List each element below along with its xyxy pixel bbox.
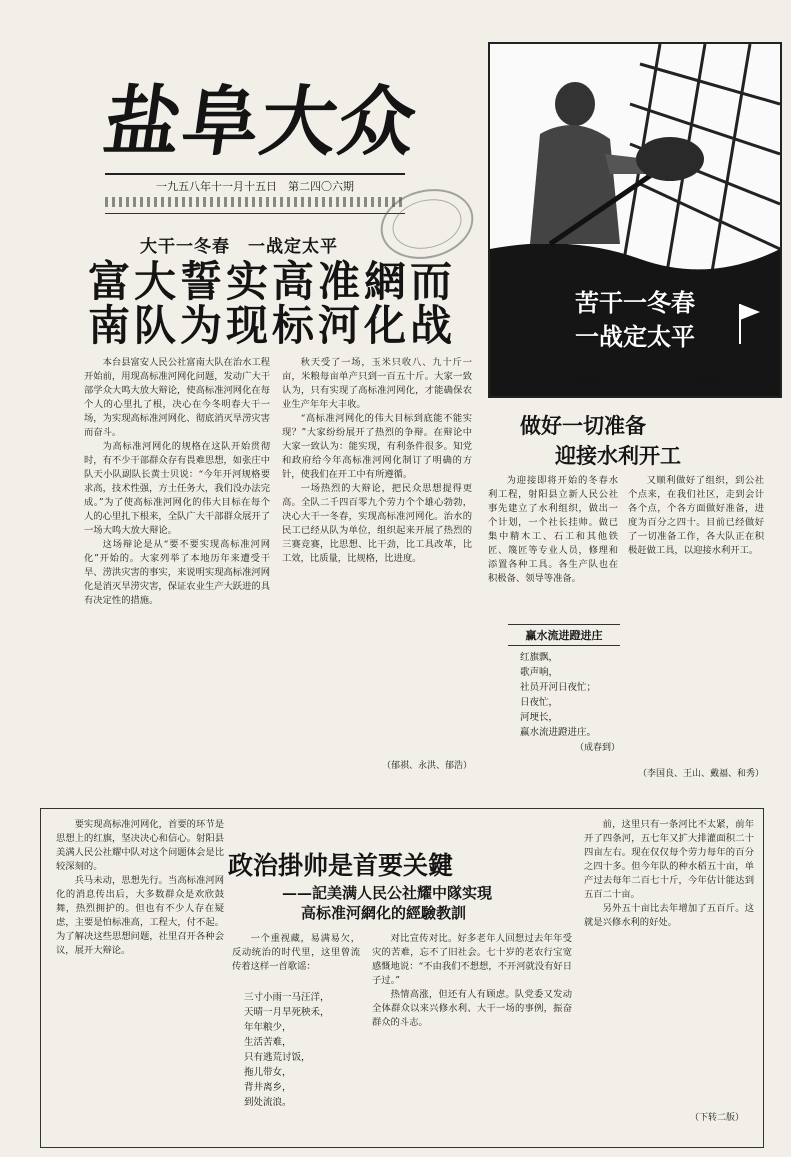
headline-column: 網 化: [363, 257, 406, 350]
headline-column: 誓 为: [179, 257, 222, 350]
illustration-slogan: 苦干一冬春 一战定太平: [575, 289, 695, 351]
poem-line: 红旗飘，: [520, 652, 559, 663]
poem-line: 日夜忙，: [520, 697, 559, 708]
masthead-decoration: [105, 191, 405, 214]
poem-line: 赢水流进蹬进庄。: [520, 727, 597, 738]
right-story-headline-line1: 做好一切准备: [520, 413, 646, 438]
headline-column: 准 河: [317, 257, 360, 350]
poem-line: 社员开河日夜忙；: [520, 682, 597, 693]
headline-column: 富 南: [87, 257, 130, 350]
bottom-story-col3: 对比宣传对比。好多老年人回想过去年年受灾的苦难，忘不了旧社会。七十岁的老农行宝宽感慨地说：“不由我们不想想，不开河就没有好日子过。” 热情高涨，但还有人有顾虑。队党委又发动全体群众以来兴修水利、大干一场的事例，振奋群众的斗志。: [372, 933, 572, 1028]
bottom-story-subhead-line2: 高标准河網化的經驗教訓: [301, 904, 467, 922]
dateline: 一九五八年十一月十五日 第二四〇六期: [105, 173, 405, 194]
right-story-byline: （李国良、王山、戴福、和秀）: [637, 769, 764, 779]
top-story-body-left: 本台县富安人民公社富南大队在治水工程开始前，用现高标准河网化问题，发动广大干部学众大鸣大放大辩论，使高标准河网化在每个人的心里扎了根，决心在今冬明春大干一场，为实现高标准河网化、彻底消灭旱涝灾害而奋斗。 为高标准河网化的规格在这队开始贯彻时，有不少干部群众存有畏难思想，如张庄中队天小队副队长黄士贝说：“今年开河规格要求高，技术性强，方土任务大，我们没办法完成。”为了使高标准河网化的伟大目标在每个人的心里扎下根来，全队广大干部群众展开了一场大鸣大放大辩论。 这场辩论是从“要不要实现高标准河网化”开始的。大家列举了本地历年来遭受干旱、涝洪灾害的事实，来说明实现高标准河网化是消灭旱涝灾害，保证农业生产大跃进的具有决定性的措施。: [84, 357, 270, 606]
bottom-story-headline: 政治掛帅是首要关鍵: [228, 851, 454, 880]
masthead-title: 盐阜大众: [98, 77, 424, 166]
propaganda-illustration: [488, 42, 782, 398]
continued-notice: （下转二版）: [689, 1113, 744, 1123]
illustration-artist: 乃荐鲁: [690, 376, 720, 387]
bottom-story-verse: 三寸小雨一马汪洋， 天晴一月旱死秧禾， 年年粮少， 生活苦难， 只有逃荒讨饭， 拖儿带女， 背井离乡， 到处流浪。: [244, 992, 330, 1108]
headline-column: 实 现: [225, 257, 268, 350]
poem-author: （成春到）: [574, 743, 620, 753]
headline-column: 而 战: [409, 257, 452, 350]
headline-column: 大 队: [133, 257, 176, 350]
bottom-story-col1: 要实现高标准河网化，首要的环节是思想上的红旗，坚决决心和信心。射阳县美满人民公社耀中队对这个问题体会是比较深刻的。 兵马未动，思想先行。当高标准河网化的消息传出后，大多数群众是欢欣鼓舞，热烈拥护的。但也有不少人存在疑虑，主要是怕标准高，工程大，付不起。为了解决这些思想问题，社里召开各种会议，展开大辩论。: [56, 819, 224, 956]
poem-line: 河埂长，: [520, 712, 559, 723]
bottom-story-subhead-line1: ——記美满人民公社耀中隊实現: [282, 884, 493, 902]
right-story-body-right: 又顺利做好了组织，到公社个点来，在我们社区，走到会计各个点，个各方面做好准备，进度为百分之四十。目前已经做好了一切准备工作，各大队正在积极赶做工具，以迎接水利开工。: [628, 475, 764, 556]
top-story-kicker: 大干一冬春 一战定太平: [140, 237, 338, 257]
headline-column: 高 标: [271, 257, 314, 350]
poem-title: 赢水流进蹬进庄: [508, 624, 620, 646]
right-story-body-left: 为迎接即将开始的冬春水利工程，射阳县立新人民公社事先建立了水利组织，做出一个计划，一个社长挂帅。做已集中精木工、石工和其他铁匠、篾匠等专业人员，修理和添置各种工具。各生产队也在积极备、领导等准备。: [488, 475, 618, 584]
illustration-label: （宣传画）: [560, 376, 610, 387]
right-story-headline-line2: 迎接水利开工: [555, 443, 681, 468]
top-story-byline: （郁祺、永洪、郁浩）: [381, 761, 472, 771]
bottom-story-col4: 前，这里只有一条河比不太紧，前年开了四条河，五七年又扩大排灌面积二十四亩左右。现在仅仅每个劳力每年的百分之四十多。但今年队的种水稻五十亩，单产过去每年二百七十斤，今年估计能达到五百二十亩。 另外五十亩比去年增加了五百斤。这就是兴修水利的好处。: [584, 819, 754, 928]
poem-box: [508, 624, 620, 754]
poem-line: 歌声响，: [520, 667, 559, 678]
top-story-body-right: 秋天受了一场，玉米只收八、九十斤一亩，米粮每亩单产只到一百五十斤。大家一致认为，只有实现了高标准河网化，才能确保农业生产年年大丰收。 “高标准河网化的伟大目标到底能不能实现？”大家纷纷展开了热烈的争辩。在辩论中大家一致认为：能实现，有利条件很多。知党和政府给今年高标准河网化制订了明确的方针，使我们在开工中有所遵循。 一场热烈的大辩论，把民众思想提得更高。全队二千四百零九个劳力个个雄心勃勃，决心大干一冬春，实现高标准河网化。治水的民工已经从队为单位，组织起来开展了热烈的三赛竞赛，比思想、比干劲，比工具改革，比工效，比质量，比规格，比进度。: [282, 357, 472, 564]
bottom-story-col2: 一个重视藏，易满易欠，反动统治的时代里，这里曾流传着这样一首歌谣：: [232, 933, 360, 972]
